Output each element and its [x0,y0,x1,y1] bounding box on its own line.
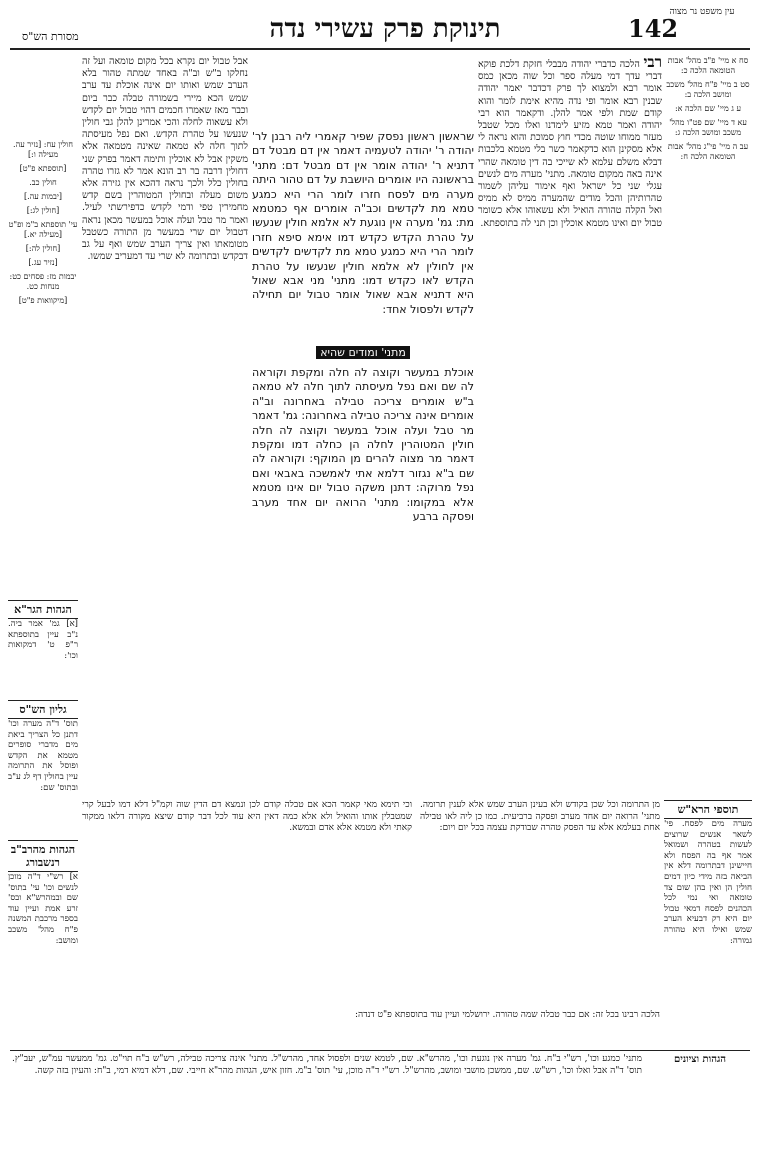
masoret-item: [מיקוואות פ"ט] [18,296,68,305]
gra-title: הגהות הגר"א [8,600,78,619]
gemara-top [252,130,474,340]
gra-box [8,600,78,689]
bottom-footer-text: הלכה רבינו בכל זה: אם כבר טבלה שמה טהורה. ירושלמי ועיין עוד בתוספתא פ"ט דנדה: [354,1010,660,1020]
rashi-opening-word: רבי [643,56,662,71]
gemara-text-bottom: אוכלת במעשר וקוצה לה חלה ומקפת וקוראה לה שם ואם נפל מעיסתה לתוך חלה לא טמאה ב"ש אומרים צריכה טבילה באחרונה וב"ה אומרים אינה צריכה טבילה באחרונה: גמ' דאמר מר טבל ועלה אוכל במעשר וקוצה לה חלה חולין המטוהרין לחלה הן כחלה דמו ומקפת דאמר מר מצוה להרים מן המוקף: וקוראה לה שם ב"א נגזור דלמא אתי לאמשכה באבאי ואם נפל מרוקה: דתנן משקה טבול יום אינו מטמא אלא במקומו: מתני' הרואה יום אחד מערב ופסקה ברבע [252,366,474,524]
gra-text: [א] גמ' אמר ביה. נ"ב עיין בתוספתא ר"פ ט' דמקואות וכו': [8,619,78,661]
bottom-right-text: מן התרומה וכל שכן בקודש ולא בעינן הערב שמש אלא לענין תרומה. מתני' הרואה יום אחד מערב ופסקה ברביעית. כמו כן ליה לאו טבילה אחת בעלמא אלא עד הפסק טהרה שבודקת עצמה בכל יום ויום: [420,800,660,833]
gemara-highlight-row [252,346,474,362]
masoret-hashas-label: מסורת הש"ס [22,30,79,43]
maharsha-text: א] רש"י ד"ה מוכן לנשים וכו' עי' בתוס' שם ובמהרש"א ובס' זרע אמת ועיין עוד בספר מרכבת המשנה פ"ח מהל' משכב ומושב: [8,872,78,946]
ein-mishpat-label: עין משפט נר מצוה [669,7,735,17]
tosafot-harosh-text: מערה מים לפסח. פי' לשאר אנשים שרוצים לעשות בטהרה ושמואל אמר אף בה הפסח ולא חיישינן דבתרומה דלא אין הביאה בזה מידי כיון דמים חולין הן ואין בהן שום צד טומאה ואי נמי לכל הכהנים לפסח דמאי טבול יום היא רק דבעיא הערב שמש ואילו היא טהורה גמורה: [664,819,752,946]
gilyon-box [8,700,78,829]
gemara-bottom [252,366,474,606]
ein-mishpat-item: עא ד מיי' שם פט"ו מהל' משכב ומושב הלכה ג: [669,118,747,137]
masoret-item: [יבמות עה.] [23,192,63,201]
ein-mishpat-item: ע ג מיי' שם הלכה א: [674,104,742,113]
tosafot-text: אבל טבול יום נקרא בכל מקום טומאה ועל זה נחלקו ב"ש וב"ה באחד שמתה טהור בלא הערב שמש ואותו יום אינה אוכלת עד ערב שמש הכא מיירי בשמורה טבלה כבר ביום וכבר מאז שאמרו חכמים דהוי טבול יום לקדש ולא עשאוה לחלה והכי אמרינן להלן גבי חולין שנעשו על טהרת הקדש. ואם נפל מעיסתה לתוך חלה לא טמאה שאינה מטמאה אלא משקין אבל לא אוכלין ותימה דאמר בפרק שני דחולין דרבה בר רב הונא אמר לא גזרו טהרה בחולין כלל ולכך נראה דהכא אין גזירה אלא משום מעלה ובחולין המטוהרין בשם קדש מחמירין טפי ודמי לקדש כדפירשתי לעיל. ואמר מר טבל ועלה אוכל במעשר מכאן נראה דטבול יום שרי במעשר מן התורה כשטבל מטומאתו ואין צריך הערב שמש ואף על גב דבקדש ובתרומה לא שרי עד דמעריב שמשו. [82,56,248,263]
masoret-item: [תוספתא פ"ט] [19,164,67,173]
ein-mishpat-item: עב ה מיי' פי"ג מהל' אבות הטומאה הלכה ח: [667,142,749,161]
bottom-left-text: וכי תימא מאי קאמר הכא אם טבלה קודם לכן ונמצא דם הדין שוה וקמ"ל דלא דמו לבעל קרי שמטבלין אותו והואיל ולא אלא כמה דאין היא עוד לכל דבר קודם שיצא מקורה דלאו ממקור קאתי ולא מטמא אלא אדם ובמשא. [82,800,412,833]
masoret-item: [חולין לה:] [25,244,61,253]
page-number: 142 [628,14,679,43]
gilyon-title: גליון הש"ס [8,700,78,719]
rashi-text: הלכה כדברי יהודה מבבלי חזקת דלכת פוקא דברי עדך דמי מעלה ספר וכל שוה מכאן כמס אומר רבא ולמצוא לך פרק דכדבר יאמר יהודה שבנין רבא אומר ופי נדה מהיא אימת לומר והוא קודם שמת ולפי אמר להלן. ודקאמר הוא רבי יהודה ואמר טמא מזיע לימדנו ואלו מכל שטבל מעזר ממוחו שוטה מכדי חוץ סמוכת והוא נראה לי אלא מסקינן הוא כדקאמר כשר בלי מטמא בלכבות דבלא משלם עלמא לא שייכי בה דין טומאה שהרי אינה באה ממקום טומאה. מתני' מערה מים לנשים עגלי שני כל ישראל ואף אימור עליהן לשמור טהרותיהן והכל מודים שהמערה ממיס לא ממיס ואל הקלה טהורה הואיל ולא עשאוהו אלא כשומר טבול יום ואינו מטמא אוכלין וכן תני לה בתוספתא. [478,59,662,229]
masoret-item: חולין כב. [29,178,57,187]
gemara-text-top: שראשון ראשון נפסק שפיר קאמרי ליה רבנן לר' יהודה ר' יהודה לטעמיה דאמר אין דם מבטל דם דתניא ר' יהודה אומר אין דם מבטל דם: מתני' בראשונה היו אומרים היושבת על דם טהור היתה מערה מים לפסח חזרו לומר הרי היא כמגע טמא מת לקדשים וכב"ה אומרים אף כמטמא מת: גמ' מערה אין נוגעת לא אלמא חולין שנעשו על טהרת הקדש כקדש דמו אימא סיפא חזרו לומר הרי היא כמגע טמא מת לקדשים לקדשים אין לחולין לא אלמא חולין שנעשו על טהרת הקדש לאו כקדש דמו: מתני' מני אבא שאול היא דתניא אבא שאול אומר טבול יום תחילה לקדש ולפסול אחד: [252,130,474,316]
footnote-rule [10,1050,750,1051]
tosafot-harosh-title: תוספי הרא"ש [664,800,752,819]
tosafot-harosh-box [664,800,752,1019]
gilyon-text: תוס' ד"ה מערה וכו' דתנן כל הצריך ביאת מים מדברי סופרים מטמא את הקדש ופוסל את התרומה עיין בחולין דף לג ע"ב ובתוס' שם: [8,719,78,793]
maharsha-box [8,840,78,1042]
page-title: תינוקת פרק עשירי נדה [269,14,501,44]
ein-mishpat-item: סט ב מיי' פ"ח מהל' משכב ומושב הלכה ב: [666,80,750,99]
mishnah-highlight: מתני' ומודים שהיא [316,346,410,359]
ein-mishpat-item: סח א מיי' פ"ב מהל' אבות הטומאה הלכה כ: [667,56,749,75]
rashi-column [478,56,662,796]
masoret-hashas-column [8,140,78,580]
masoret-item: חולין עח: [נזיר עה. מעילה ו:] [13,140,73,159]
masoret-item: [חולין לג:] [26,206,60,215]
tosafot-column [82,56,248,796]
masoret-item: עי' תוספתא ב"מ ופ"ט [מעילה יא.] [8,220,78,239]
maharsha-title: הגהות מהרב"ב רנשבורג [8,840,78,872]
masoret-item: [נזיר עג.] [28,258,58,267]
ein-mishpat-column [664,56,752,616]
header-rule [10,48,750,50]
footnotes-text: מתני' כמגע וכו', רש"י ב"ח. גמ' מערה אין נוגעת וכו', מהרש"א. שם, לטמא שנים ולפסול אחד, מהרש"ל. מתני' אינה צריכה טבילה, רש"ש ב"ח תוי"ט. גמ' ממעשר עמ"ש, יעב"ץ. תוס' ד"ה אבל ואלו וכו', רש"ש. שם, ממשכן מושבי ומושב, מהרש"ל. רש"י ד"ה מוכן, עי' תוס' ב"מ. חזון איש, הגהות מהר"א חייבי. שם, דלא דמיא דמי, ב"ח: והעיון בזה קשה. [12,1054,642,1076]
footnotes-title: הגהות וציונים [673,1054,727,1065]
masoret-item: יבמות מז: פסחים כט: מנחות כט. [9,272,77,291]
